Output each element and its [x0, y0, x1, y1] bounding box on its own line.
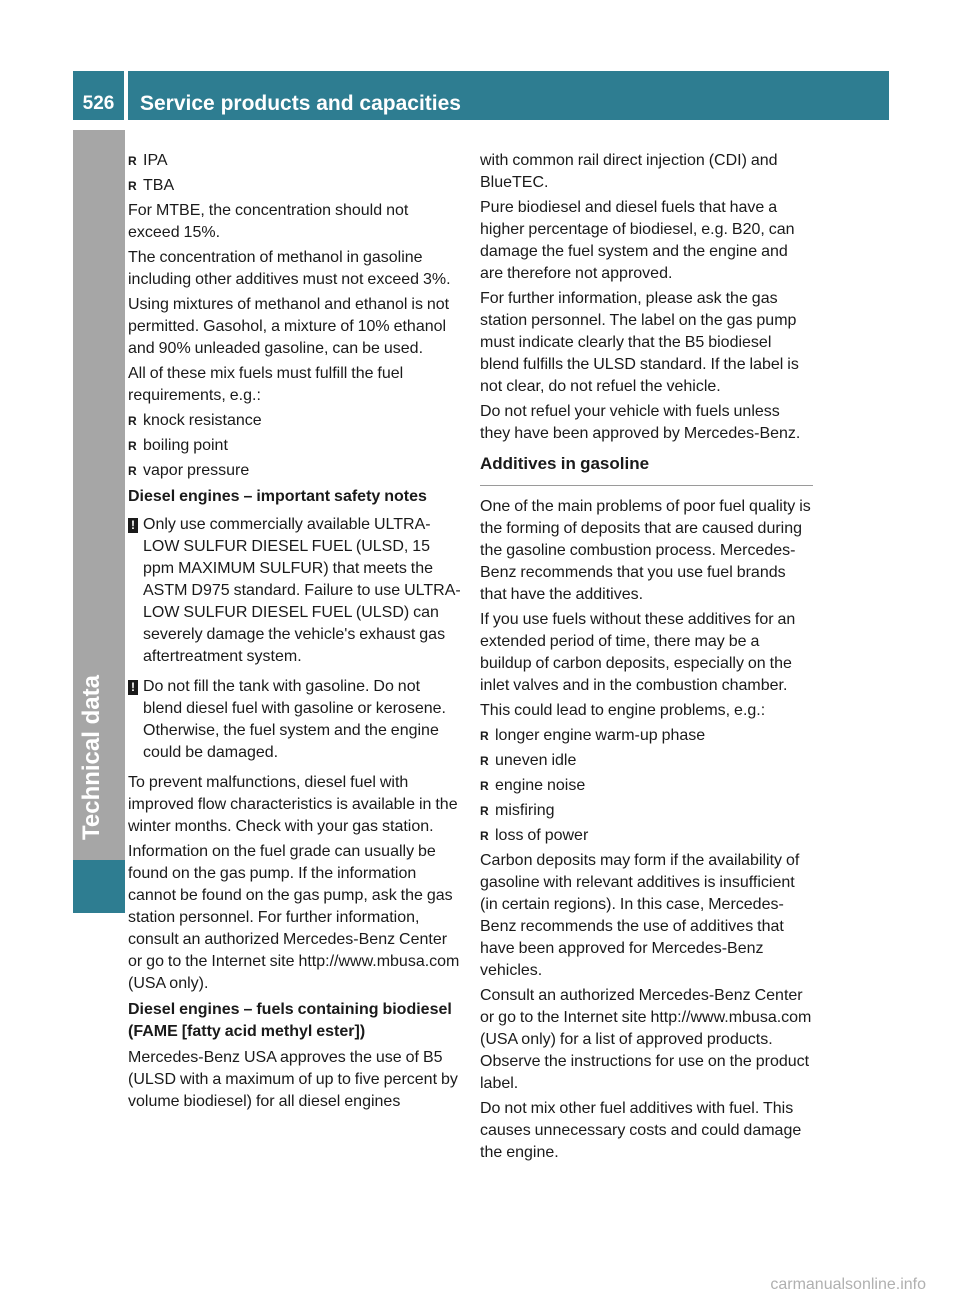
- section-title: Additives in gasoline: [480, 453, 813, 486]
- paragraph: Mercedes-Benz USA approves the use of B5 (ULSD with a maximum of up to five percent by volume biodiesel) for all diesel engines: [128, 1049, 458, 1110]
- paragraph: Do not mix other fuel additives with fuel. This causes unnecessary costs and could damage the engine.: [480, 1100, 802, 1161]
- warning-note: ! Do not fill the tank with gasoline. Do not blend diesel fuel with gasoline or kerosene. Otherwise, the fuel system and the engine could be damaged.: [128, 676, 461, 764]
- paragraph: Do not refuel your vehicle with fuels unless they have been approved by Mercedes-Benz.: [480, 403, 801, 442]
- header-divider: [124, 71, 128, 120]
- watermark: carmanualsonline.info: [770, 1276, 926, 1293]
- paragraph: If you use fuels without these additives for an extended period of time, there may be a buildup of carbon deposits, especially on the inlet valves and in the combustion chamber.: [480, 611, 796, 694]
- paragraph: Information on the fuel grade can usually be found on the gas pump. If the information cannot be found on the gas pump, ask the gas station personnel. For further information, consult an authorized Mercedes-Benz Center or go to the Internet site http://www.mbusa.com (USA only).: [128, 843, 460, 992]
- list-item: R TBA: [128, 175, 461, 197]
- paragraph: For MTBE, the concentration should not exceed 15%.: [128, 202, 409, 241]
- page-title: Service products and capacities: [140, 92, 461, 115]
- list-item: R vapor pressure: [128, 460, 461, 482]
- left-column: [128, 150, 461, 1116]
- paragraph: One of the main problems of poor fuel quality is the forming of deposits that are caused during the gasoline combustion process. Mercedes-Benz recommends that you use fuel brands that have the additives.: [480, 498, 811, 603]
- right-column: [480, 150, 813, 1167]
- side-tab-marker: [73, 860, 125, 913]
- list-item: R uneven idle: [480, 750, 813, 772]
- page-number: 526: [82, 93, 115, 114]
- list-item: R engine noise: [480, 775, 813, 797]
- bullet-icon: R: [480, 729, 489, 743]
- bullet-icon: R: [128, 439, 137, 453]
- paragraph: This could lead to engine problems, e.g.:: [480, 702, 766, 719]
- bullet-icon: R: [480, 754, 489, 768]
- list-item: R loss of power: [480, 825, 813, 847]
- paragraph: To prevent malfunctions, diesel fuel with improved flow characteristics is available in the winter months. Check with your gas station.: [128, 774, 458, 835]
- list-item: R longer engine warm-up phase: [480, 725, 813, 747]
- paragraph: Using mixtures of methanol and ethanol is not permitted. Gasohol, a mixture of 10% ethanol and 90% unleaded gasoline, can be used.: [128, 296, 450, 357]
- warning-icon: !: [128, 680, 138, 695]
- paragraph: Carbon deposits may form if the availability of gasoline with relevant additives is insufficient (in certain regions). In this case, Mercedes-Benz recommends the use of additives that have been approved for Mercedes-Benz vehicles.: [480, 852, 800, 979]
- list-item: R misfiring: [480, 800, 813, 822]
- subheading: Diesel engines – important safety notes: [128, 488, 427, 505]
- paragraph: Consult an authorized Mercedes-Benz Center or go to the Internet site http://www.mbusa.com (USA only) for a list of approved products. Observe the instructions for use on the product label.: [480, 987, 812, 1092]
- bullet-icon: R: [128, 414, 137, 428]
- subheading: Diesel engines – fuels containing biodiesel (FAME [fatty acid methyl ester]): [128, 1001, 452, 1040]
- warning-note: ! Only use commercially available ULTRA-LOW SULFUR DIESEL FUEL (ULSD, 15 ppm MAXIMUM SULFUR) that meets the ASTM D975 standard. Failure to use ULTRA-LOW SULFUR DIESEL FUEL (ULSD) can severely damage the vehicle's exhaust gas aftertreatment system.: [128, 514, 461, 668]
- warning-icon: !: [128, 518, 138, 533]
- bullet-icon: R: [128, 179, 137, 193]
- bullet-icon: R: [128, 154, 137, 168]
- list-item: R knock resistance: [128, 410, 461, 432]
- bullet-icon: R: [128, 464, 137, 478]
- paragraph: The concentration of methanol in gasoline including other additives must not exceed 3%.: [128, 249, 451, 288]
- bullet-icon: R: [480, 779, 489, 793]
- bullet-icon: R: [480, 829, 489, 843]
- paragraph: For further information, please ask the gas station personnel. The label on the gas pump must indicate clearly that the B5 biodiesel blend fulfills the ULSD standard. If the label is not clear, do not refuel the vehicle.: [480, 290, 799, 395]
- bullet-icon: R: [480, 804, 489, 818]
- paragraph: Pure biodiesel and diesel fuels that have a higher percentage of biodiesel, e.g. B20, can damage the fuel system and the engine and are therefore not approved.: [480, 199, 795, 282]
- paragraph: with common rail direct injection (CDI) and BlueTEC.: [480, 152, 778, 191]
- list-item: R IPA: [128, 150, 461, 172]
- list-item: R boiling point: [128, 435, 461, 457]
- paragraph: All of these mix fuels must fulfill the fuel requirements, e.g.:: [128, 365, 404, 404]
